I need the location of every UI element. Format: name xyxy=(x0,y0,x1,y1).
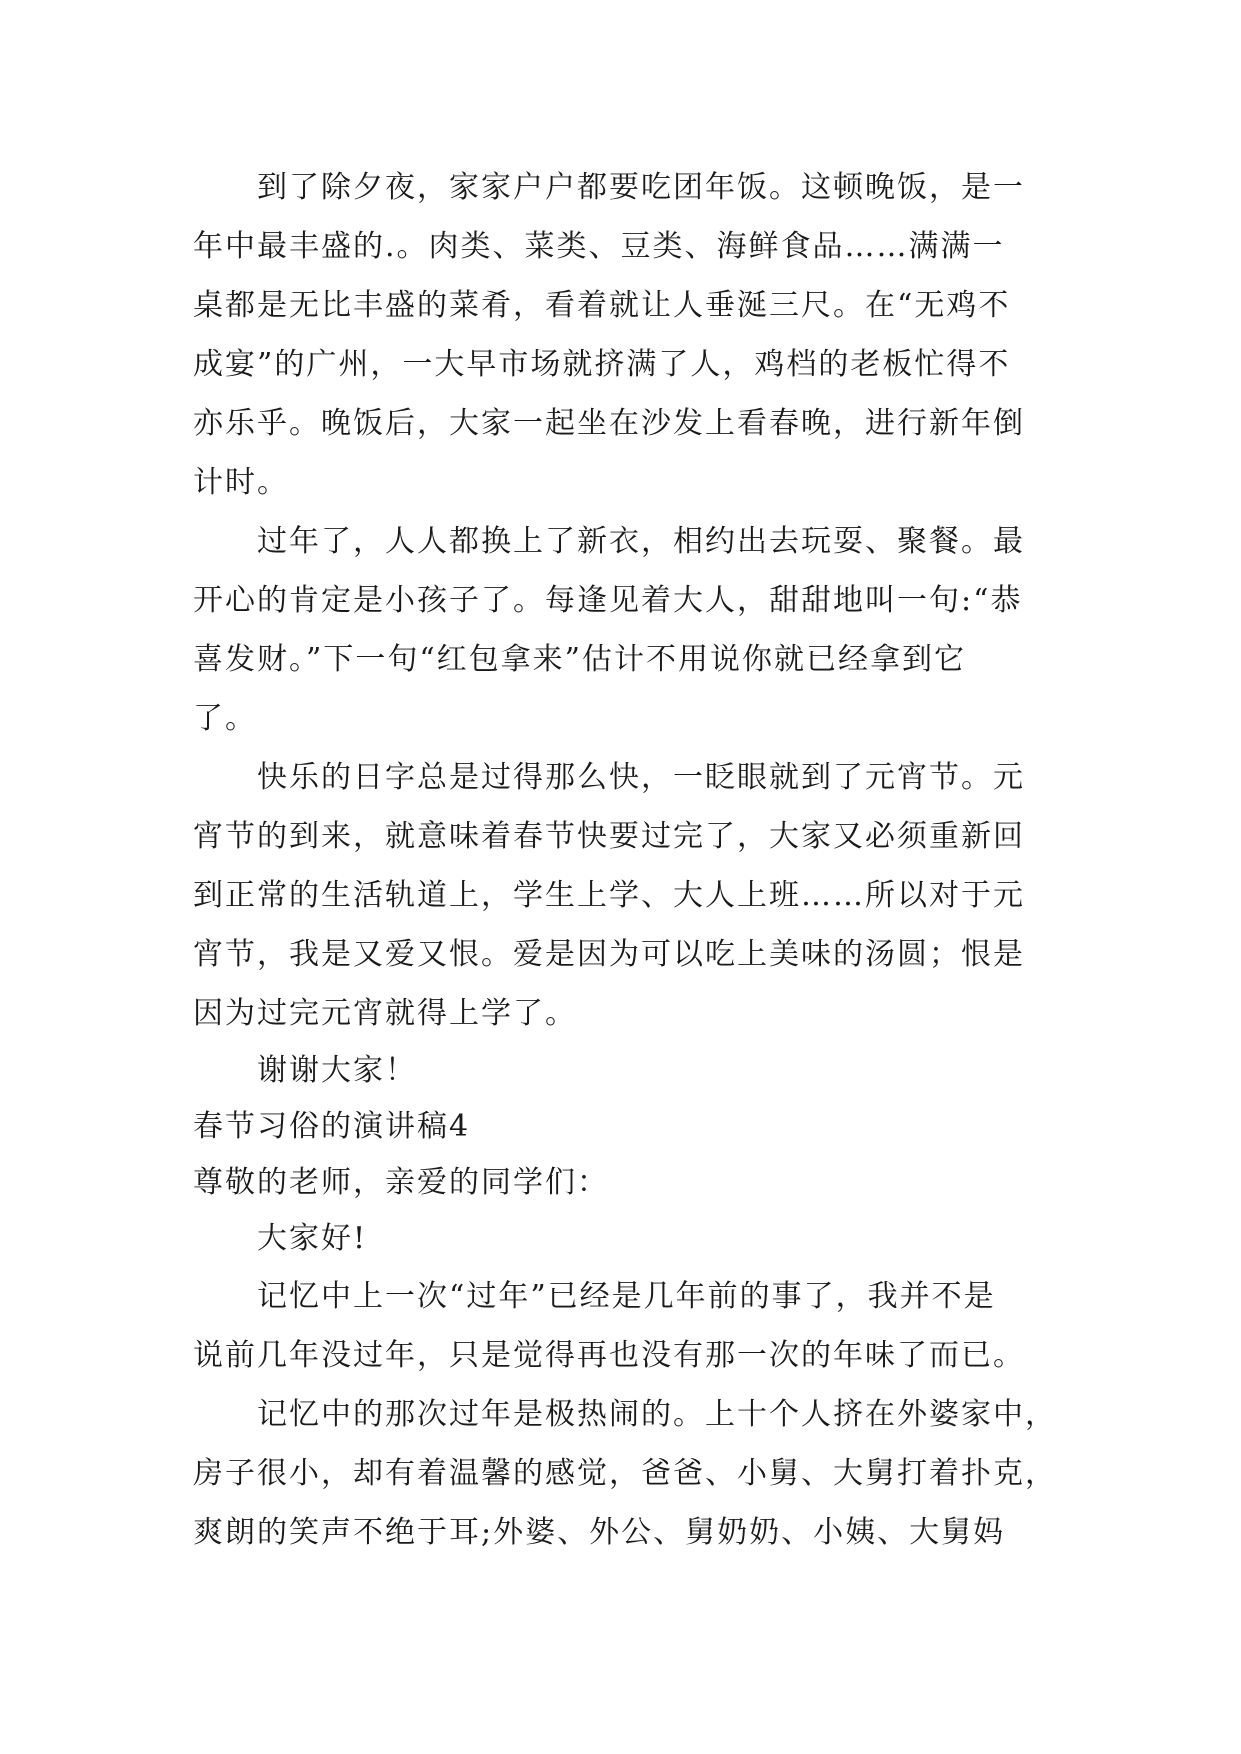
text-line: 说前几年没过年，只是觉得再也没有那一次的年味了而已。 xyxy=(193,1338,1025,1373)
text-line: 开心的肯定是小孩子了。每逢见着大人，甜甜地叫一句:“恭 xyxy=(193,583,1023,618)
text-line: 宵节的到来，就意味着春节快要过完了，大家又必须重新回 xyxy=(193,819,1025,854)
text-line: 到正常的生活轨道上，学生上学、大人上班……所以对于元 xyxy=(193,878,1025,913)
document-body xyxy=(193,158,1057,1562)
text-line: 计时。 xyxy=(193,465,289,500)
text-line: 到了除夕夜，家家户户都要吃团年饭。这顿晚饭，是一 xyxy=(257,170,1025,205)
text-line: 爽朗的笑声不绝于耳;外婆、外公、舅奶奶、小姨、大舅妈 xyxy=(193,1515,1006,1550)
text-line: 年中最丰盛的.。肉类、菜类、豆类、海鲜食品……满满一 xyxy=(193,229,1005,264)
text-line: 因为过完元宵就得上学了。 xyxy=(193,996,577,1031)
greeting: 大家好! xyxy=(257,1221,368,1256)
text-line: 过年了，人人都换上了新衣，相约出去玩耍、聚餐。最 xyxy=(257,524,1025,559)
text-line: 宵节，我是又爱又恨。爱是因为可以吃上美味的汤圆；恨是 xyxy=(193,937,1025,972)
salutation: 尊敬的老师，亲爱的同学们： xyxy=(193,1165,609,1200)
text-line: 记忆中的那次过年是极热闹的。上十个人挤在外婆家中， xyxy=(257,1397,1057,1432)
text-line: 了。 xyxy=(193,701,257,736)
text-line: 谢谢大家！ xyxy=(257,1053,417,1088)
text-line: 成宴”的广州，一大早市场就挤满了人，鸡档的老板忙得不 xyxy=(193,347,1011,382)
text-line: 喜发财。”下一句“红包拿来”估计不用说你就已经拿到它 xyxy=(193,642,967,677)
text-line: 桌都是无比丰盛的菜肴，看着就让人垂涎三尺。在“无鸡不 xyxy=(193,288,1011,323)
text-line: 快乐的日字总是过得那么快，一眨眼就到了元宵节。元 xyxy=(257,760,1025,795)
section-heading: 春节习俗的演讲稿4 xyxy=(193,1109,471,1144)
text-line: 房子很小，却有着温馨的感觉，爸爸、小舅、大舅打着扑克， xyxy=(193,1456,1057,1491)
text-line: 记忆中上一次“过年”已经是几年前的事了，我并不是 xyxy=(257,1279,996,1314)
text-line: 亦乐乎。晚饭后，大家一起坐在沙发上看春晚，进行新年倒 xyxy=(193,406,1025,441)
